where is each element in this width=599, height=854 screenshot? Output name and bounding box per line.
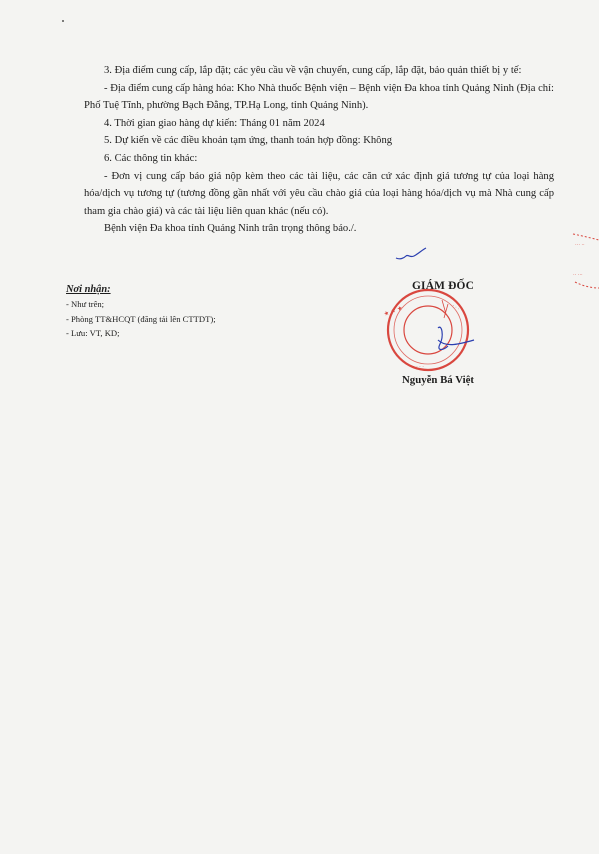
adjacent-stamp-edge (569, 232, 599, 292)
recipients-block (66, 282, 326, 341)
document-body (84, 62, 554, 238)
section-5-payment-terms: 5. Dự kiến về các điều khoản tạm ứng, thanh toán hợp đồng: Không (104, 135, 393, 147)
recipient-item: - Phòng TT&HCQT (đăng tải lên CTTDT); (66, 313, 216, 324)
official-stamp (382, 284, 484, 374)
section-6-heading: 6. Các thông tin khác: (104, 152, 198, 164)
signer-title: GIÁM ĐỐC (412, 280, 475, 292)
svg-text:· · ·: · · · (450, 302, 461, 313)
recipients-title: Nơi nhận: (66, 284, 111, 295)
delivery-location: - Địa điểm cung cấp hàng hóa: Kho Nhà thuốc Bệnh viện – Bệnh viện Đa khoa tỉnh Quảng Ninh (Địa chỉ: Phố Tuệ Tĩnh, phường Bạch Đằng, TP.Hạ Long, tỉnh Quảng Ninh). (84, 82, 554, 112)
scan-speck (62, 20, 64, 22)
initial-flourish (394, 246, 428, 262)
svg-text:★ ★ ★: ★ ★ ★ (383, 305, 404, 318)
svg-text:·· ···: ·· ··· (573, 272, 583, 278)
svg-text:· · · · ·: · · · · · (410, 364, 424, 370)
signer-name: Nguyễn Bá Việt (402, 374, 474, 386)
closing-statement: Bệnh viện Đa khoa tỉnh Quảng Ninh trân trọng thông báo./. (104, 223, 357, 235)
svg-text:··· ··: ··· ·· (575, 242, 585, 248)
recipient-item: - Như trên; (66, 299, 105, 309)
other-info-text: - Đơn vị cung cấp báo giá nộp kèm theo các tài liệu, các căn cứ xác định giá tương tự của loại hàng hóa/dịch vụ tương tự (tương đồng gần nhất với yêu cầu chào giá của loại hàng hóa/dịch vụ mà Nhà cung cấp tham gia chào giá) và các tài liệu liên quan khác (nếu có). (84, 170, 554, 217)
section-4-delivery-time: 4. Thời gian giao hàng dự kiến: Tháng 01 năm 2024 (104, 117, 325, 129)
recipient-item: - Lưu: VT, KD; (66, 328, 120, 338)
section-3-heading: 3. Địa điểm cung cấp, lắp đặt; các yêu cầu về vận chuyển, cung cấp, lắp đặt, bảo quản thiết bị y tế: (104, 65, 522, 76)
